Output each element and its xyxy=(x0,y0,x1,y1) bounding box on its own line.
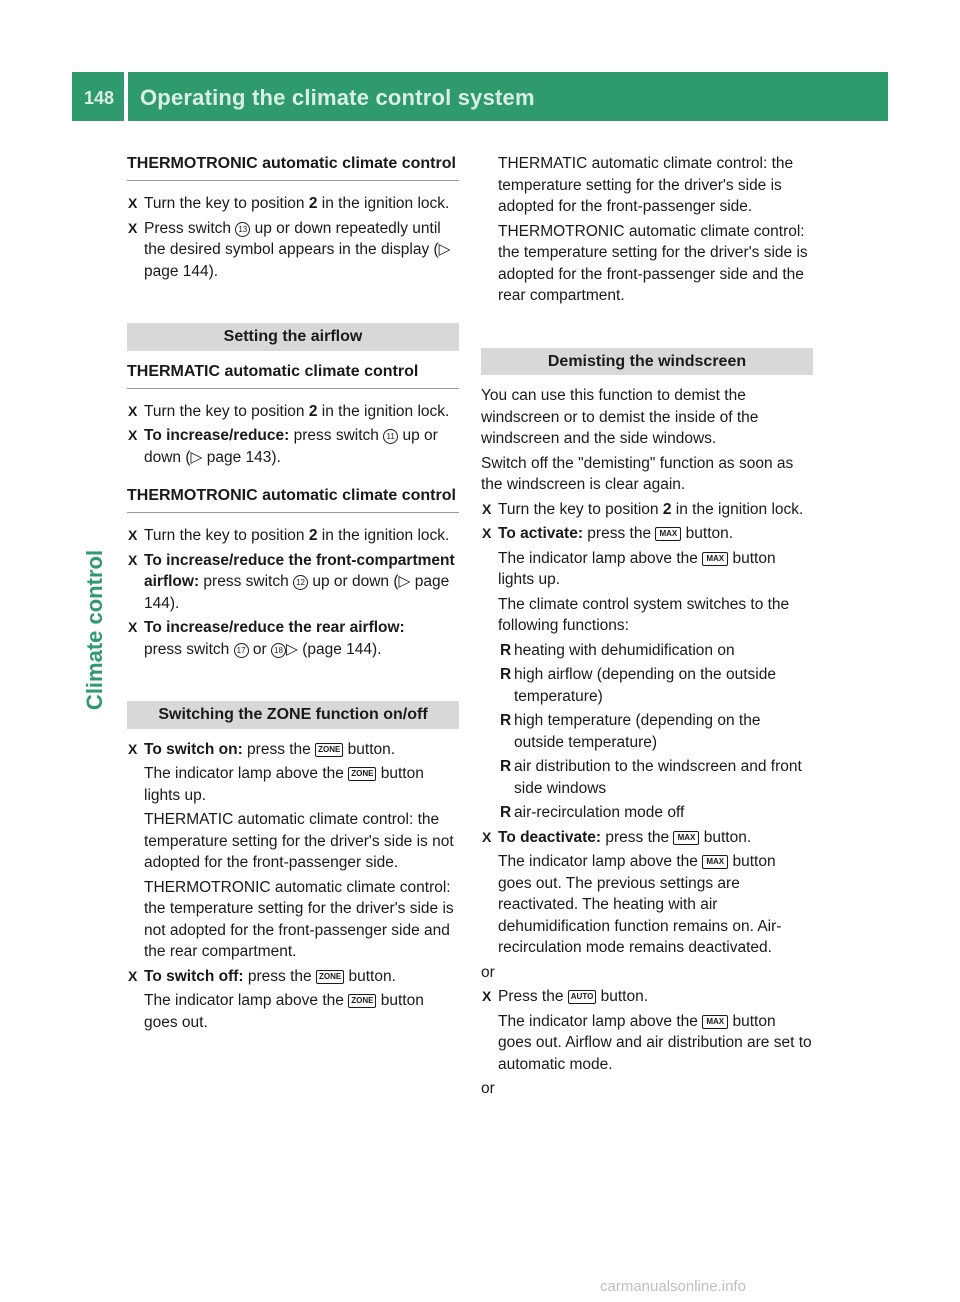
section-heading: THERMATIC automatic climate control xyxy=(127,361,459,389)
section-band: Switching the ZONE function on/off xyxy=(127,701,459,729)
instruction-step: X Press the AUTO button. The indicator lamp above the MAX button goes out. Airflow and air distribution are set to automatic mode. xyxy=(482,988,812,1073)
page-ref-arrow-icon: ▷ xyxy=(438,241,451,258)
left-column xyxy=(127,153,459,1036)
step-arrow-icon: X xyxy=(128,195,138,211)
instruction-step: X Press switch 13 up or down repeatedly until the desired symbol appears in the display (▷ page 144). xyxy=(128,219,451,280)
zone-button-icon: ZONE xyxy=(348,994,376,1008)
page-ref-arrow-icon: ▷ xyxy=(190,448,207,466)
page-title: Operating the climate control system xyxy=(140,85,535,110)
step-arrow-icon: X xyxy=(128,619,138,635)
step-arrow-icon: X xyxy=(128,402,138,419)
watermark: carmanualsonline.info xyxy=(600,1278,746,1295)
paragraph: THERMOTRONIC automatic climate control: the temperature setting for the driver's side is adopted for the front-passenger side and the rear compartment. xyxy=(498,222,808,304)
step-arrow-icon: X xyxy=(128,740,138,757)
step-arrow-icon: X xyxy=(482,988,492,1004)
instruction-step: X To increase/reduce: press switch 11 up or down (▷ page 143). xyxy=(128,427,438,466)
side-rail xyxy=(72,171,121,1302)
auto-button-icon: AUTO xyxy=(568,990,597,1004)
list-item: R high temperature (depending on the outside temperature) xyxy=(500,712,761,751)
instruction-step: X To switch off: press the ZONE button. The indicator lamp above the ZONE button goes out. xyxy=(128,967,424,1031)
zone-button-icon: ZONE xyxy=(315,743,343,757)
zone-button-icon: ZONE xyxy=(348,767,376,781)
side-tab-label: Climate control xyxy=(82,549,107,711)
switch-13-icon: 13 xyxy=(235,222,250,237)
step-arrow-icon: X xyxy=(482,500,492,517)
page-header xyxy=(72,72,888,121)
section-heading: THERMOTRONIC automatic climate control xyxy=(127,153,459,181)
bullet-icon: R xyxy=(500,666,512,683)
paragraph: You can use this function to demist the windscreen or to demist the inside of the windscreen and the side windows. xyxy=(481,387,759,447)
list-item: R air-recirculation mode off xyxy=(498,802,813,824)
instruction-step: X To increase/reduce the front-compartment airflow: press switch 12 up or down (▷ page 144). xyxy=(128,551,455,612)
switch-11-icon: 11 xyxy=(383,429,398,444)
instruction-step: X To activate: press the MAX button. The indicator lamp above the MAX button lights up. The climate control system switches to the following functions: R heating with dehumidification on R high airflow (depending on the outside temperature) R high temperature (depending on the outside temperature) R air distribution to the windscreen and front side windows R air-recirculation mode off xyxy=(481,523,813,824)
or-text: or xyxy=(481,963,495,981)
step-arrow-icon: X xyxy=(482,525,492,541)
defrost-max-icon: MAX xyxy=(702,552,728,566)
paragraph: THERMATIC automatic climate control: the temperature setting for the driver's side is adopted for the front-passenger side. xyxy=(498,155,794,215)
list-item: R high airflow (depending on the outside temperature) xyxy=(500,666,776,705)
page-ref-arrow-icon: ▷ xyxy=(398,573,415,590)
defrost-max-icon: MAX xyxy=(655,527,681,541)
instruction-step: X Turn the key to position 2 in the ignition lock. xyxy=(127,401,459,423)
instruction-step: X Turn the key to position 2 in the ignition lock. xyxy=(127,525,459,547)
step-arrow-icon: X xyxy=(128,219,138,236)
section-heading: THERMOTRONIC automatic climate control xyxy=(127,485,459,513)
header-divider xyxy=(124,72,128,121)
or-text: or xyxy=(481,1080,495,1097)
bullet-icon: R xyxy=(500,758,512,775)
defrost-max-icon: MAX xyxy=(702,1015,728,1029)
list-item: R air distribution to the windscreen and front side windows xyxy=(500,758,802,797)
instruction-step: X To increase/reduce the rear airflow: press switch 17 or 18 ▷ (page 144). xyxy=(128,619,405,658)
bullet-icon: R xyxy=(500,804,512,821)
bullet-icon: R xyxy=(500,641,512,659)
step-arrow-icon: X xyxy=(128,527,138,543)
instruction-step: X To deactivate: press the MAX button. The indicator lamp above the MAX button goes out. The previous settings are reactivated. The heating with air dehumidification function remains on. Air-recirculation mode remains deactivated. xyxy=(482,828,782,956)
bullet-icon: R xyxy=(500,712,512,729)
paragraph: Switch off the "demisting" function as soon as the windscreen is clear again. xyxy=(481,454,794,493)
step-arrow-icon: X xyxy=(128,551,138,568)
defrost-max-icon: MAX xyxy=(702,855,728,869)
section-band: Demisting the windscreen xyxy=(481,348,813,376)
zone-button-icon: ZONE xyxy=(316,970,344,984)
instruction-step: X To switch on: press the ZONE button. The indicator lamp above the ZONE button lights up. THERMATIC automatic climate control: the temperature setting for the driver's side is not adopted for the front-passenger side. THERMOTRONIC automatic climate control: the temperature setting for the driver's side is not adopted for the front-passenger side and the rear compartment. xyxy=(128,740,454,960)
switch-17-icon: 17 xyxy=(234,643,249,658)
switch-12-icon: 12 xyxy=(293,575,308,590)
side-tab xyxy=(82,549,107,711)
defrost-max-icon: MAX xyxy=(673,831,699,845)
switch-18-icon: 18 xyxy=(271,643,286,658)
list-item: R heating with dehumidification on xyxy=(498,640,813,662)
step-arrow-icon: X xyxy=(128,427,138,443)
section-band: Setting the airflow xyxy=(127,323,459,351)
instruction-step: X Turn the key to position 2 in the ignition lock. xyxy=(481,499,813,521)
step-arrow-icon: X xyxy=(482,828,492,845)
page-ref-arrow-icon: ▷ xyxy=(286,640,303,658)
instruction-step: X Turn the key to position 2 in the ignition lock. xyxy=(127,193,459,215)
step-arrow-icon: X xyxy=(128,967,138,984)
right-column xyxy=(481,153,813,1103)
page-number: 148 xyxy=(84,88,115,108)
